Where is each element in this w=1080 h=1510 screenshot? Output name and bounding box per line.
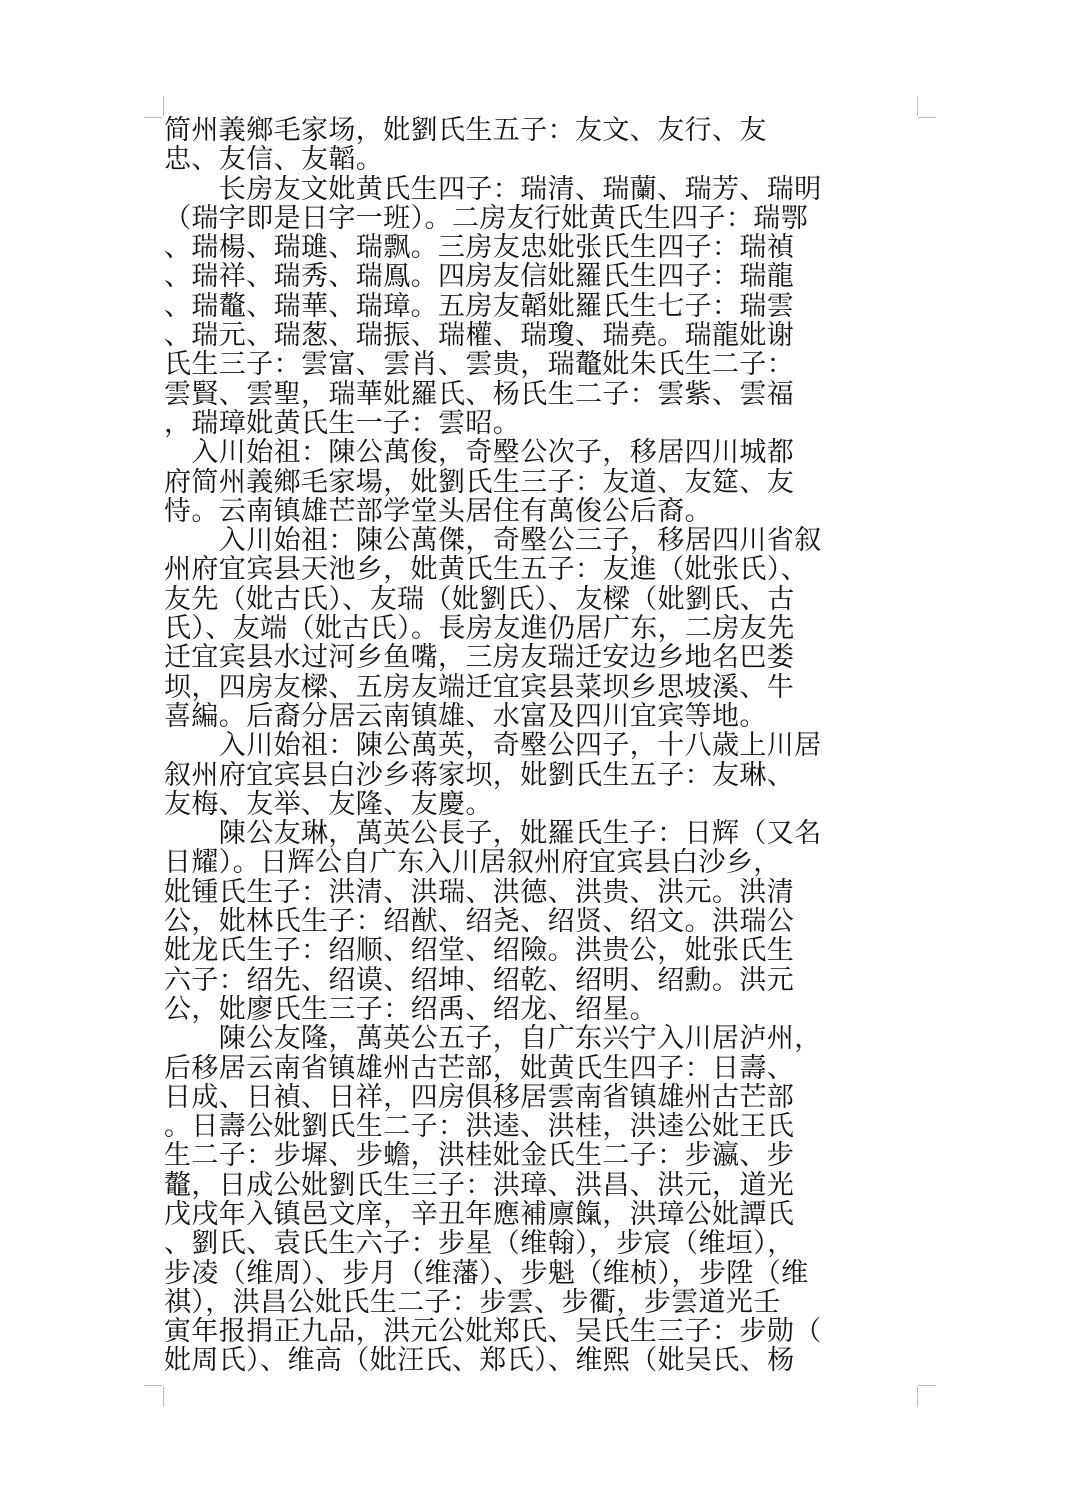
text-line: 鼇，日成公妣劉氏生三子：洪璋、洪昌、洪元，道光 (164, 1170, 795, 1200)
genealogy-text-body (164, 116, 920, 1376)
text-line: 六子：绍先、绍谟、绍坤、绍乾、绍明、绍勳。洪元 (164, 965, 795, 995)
text-line: （瑞字即是日字一班）。二房友行妣黄氏生四子：瑞鄂 (164, 203, 809, 234)
text-line: 公，妣林氏生子：绍猷、绍尧、绍贤、绍文。洪瑞公 (164, 907, 795, 937)
text-line: ，瑞璋妣黄氏生一子：雲昭。 (164, 408, 521, 439)
text-line: 后移居云南省镇雄州古芒部，妣黄氏生四子：日壽、 (164, 1053, 795, 1083)
text-line: 州府宜宾县天池乡，妣黄氏生五子：友進（妣张氏）、 (164, 555, 809, 585)
text-line: 生二子：步墀、步蟾，洪桂妣金氏生二子：步瀛、步 (164, 1141, 795, 1171)
crop-mark-bottom-left-h (144, 1385, 162, 1386)
text-line: 妣锺氏生子：洪清、洪瑞、洪德、洪贵、洪元。洪清 (164, 877, 795, 908)
text-line: 雲賢、雲聖，瑞華妣羅氏、杨氏生二子：雲紫、雲福 (164, 379, 795, 409)
text-line: 入川始祖：陳公萬俊，奇壂公次子，移居四川城都 (164, 438, 795, 468)
text-line: 妣龙氏生子：绍顺、绍堂、绍險。洪贵公，妣张氏生 (164, 936, 795, 966)
text-line: 坝，四房友樑、五房友端迁宜宾县菜坝乡思坡溪、牛 (164, 672, 795, 702)
text-line: 长房友文妣黄氏生四子：瑞清、瑞蘭、瑞芳、瑞明 (164, 174, 822, 204)
text-line: 。日壽公妣劉氏生二子：洪逵、洪桂，洪逵公妣王氏 (164, 1112, 795, 1142)
text-line: 、瑞鼇、瑞華、瑞璋。五房友韜妣羅氏生七子：瑞雲 (164, 291, 795, 322)
crop-mark-top-right-h (918, 117, 936, 118)
text-line: 友先（妣古氏）、友瑞（妣劉氏）、友樑（妣劉氏、古 (164, 584, 795, 615)
text-line: 祺），洪昌公妣氏生二子：步雲、步衢，步雲道光壬 (164, 1287, 781, 1318)
text-line: 府简州義鄉毛家場，妣劉氏生三子：友道、友筵、友 (164, 467, 795, 497)
crop-mark-top-left-v (163, 96, 164, 116)
text-line: 叙州府宜宾县白沙乡蒋家坝，妣劉氏生五子：友琳、 (164, 760, 795, 790)
text-line: 入川始祖：陳公萬傑，奇壂公三子，移居四川省叙 (164, 526, 822, 556)
text-line: 、瑞元、瑞葱、瑞振、瑞權、瑞瓊、瑞堯。瑞龍妣谢 (164, 321, 795, 351)
text-line: 氏）、友端（妣古氏）。長房友進仍居广东，二房友先 (164, 614, 795, 644)
text-line: 忠、友信、友韜。 (164, 145, 384, 175)
text-line: 喜編。后裔分居云南镇雄、水富及四川宜宾等地。 (164, 701, 767, 732)
text-line: 、瑞祥、瑞秀、瑞鳯。四房友信妣羅氏生四子：瑞龍 (164, 262, 795, 292)
text-line: 妣周氏）、维高（妣汪氏、郑氏）、维熙（妣吴氏、杨 (164, 1346, 795, 1376)
text-line: 友梅、友举、友隆、友慶。 (164, 789, 493, 820)
text-line: 陳公友琳，萬英公長子，妣羅氏生子：日辉（又名 (164, 819, 822, 849)
text-line: 日耀）。日辉公自广东入川居叙州府宜宾县白沙乡， (164, 848, 781, 878)
text-line: 简州義鄉毛家场，妣劉氏生五子：友文、友行、友 (164, 116, 767, 146)
text-line: 日成、日禎、日祥，四房俱移居雲南省镇雄州古芒部 (164, 1082, 795, 1113)
crop-mark-bottom-right-h (918, 1385, 936, 1386)
text-line: 氏生三子：雲富、雲肖、雲贵，瑞鼇妣朱氏生二子： (164, 350, 795, 380)
text-line: 戊戌年入镇邑文庠，辛丑年應補廪餼，洪璋公妣譚氏 (164, 1199, 795, 1230)
text-line: 公，妣廖氏生三子：绍禹、绍龙、绍星。 (164, 994, 658, 1025)
text-line: 入川始祖：陳公萬英，奇壂公四子，十八歳上川居 (164, 731, 822, 761)
text-line: 迁宜宾县水过河乡鱼嘴，三房友瑞迁安边乡地名巴娄 (164, 643, 795, 673)
text-line: 恃。云南镇雄芒部学堂头居住有萬俊公后裔。 (164, 496, 712, 527)
text-line: 、瑞楊、瑞璡、瑞飘。三房友忠妣张氏生四子：瑞禎 (164, 233, 795, 263)
crop-mark-bottom-right-v (917, 1387, 918, 1407)
text-line: 寅年报捐正九品，洪元公妣郑氏、吴氏生三子：步勋（ (164, 1317, 822, 1347)
text-line: 陳公友隆，萬英公五子，自广东兴宁入川居泸州， (164, 1024, 822, 1054)
crop-mark-bottom-left-v (163, 1387, 164, 1407)
crop-mark-top-left-h (144, 117, 162, 118)
text-line: 、劉氏、袁氏生六子：步星（维翰），步宸（维垣）， (164, 1229, 795, 1259)
crop-mark-top-right-v (917, 96, 918, 116)
text-line: 步凌（维周）、步月（维藩）、步魁（维桢），步陞（维 (164, 1258, 809, 1288)
